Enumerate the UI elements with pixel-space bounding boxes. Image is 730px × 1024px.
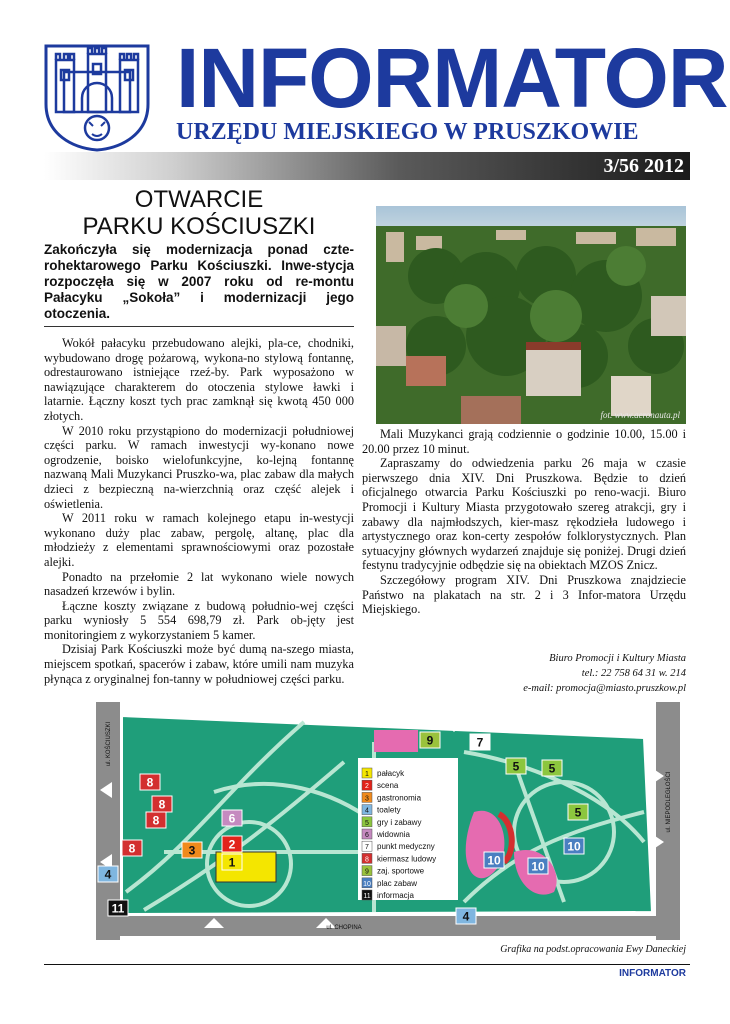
legend-number: 6 (365, 832, 369, 839)
legend-label: pałacyk (377, 769, 405, 778)
legend-label: zaj. sportowe (377, 866, 425, 876)
legend-number: 9 (365, 868, 369, 876)
map-marker-6 (222, 810, 242, 826)
svg-text:8: 8 (152, 813, 160, 828)
article-title (44, 186, 354, 240)
svg-text:1: 1 (228, 855, 236, 870)
map-legend (358, 758, 458, 900)
svg-text:11: 11 (111, 901, 125, 916)
svg-text:10: 10 (487, 853, 501, 868)
paragraph: Łączne koszty związane z budową południo-wej części parku wyniosły 5 554 698,79 zł. Park ob-jęty jest monitoringiem z wykorzystaniem 5 kamer. (44, 598, 354, 642)
svg-text:8: 8 (146, 775, 154, 790)
article-column-1 (44, 336, 354, 686)
map-marker-8 (140, 774, 160, 790)
contact-organization: Biuro Promocji i Kultury Miasta (549, 653, 686, 664)
svg-text:2: 2 (228, 837, 236, 852)
svg-text:8: 8 (158, 797, 166, 812)
paragraph: Dzisiaj Park Kościuszki może być dumą na-szego miasta, miejscem spotkań, spacerów i zabaw, które umili nam muzyka płynąca z oryginalnej fon-tanny w południowej części parku. (44, 642, 354, 686)
map-marker-10 (484, 852, 504, 868)
svg-text:5: 5 (548, 761, 556, 776)
legend-number: 7 (365, 844, 369, 852)
street-label-west: ul. KOŚCIUSZKI (106, 721, 112, 767)
article-column-2 (362, 427, 686, 617)
legend-number: 10 (363, 880, 371, 888)
map-marker-4 (456, 908, 476, 924)
paragraph: Szczegółowy program XIV. Dni Pruszkowa znajdziecie Państwo na plakatach na str. 2 i 3 Infor-matora Urzędu Miejskiego. (362, 572, 686, 617)
svg-text:9: 9 (426, 733, 434, 748)
article-title-line-2: PARKU KOŚCIUSZKI (82, 213, 316, 240)
svg-text:5: 5 (512, 759, 520, 774)
map-marker-8 (122, 840, 142, 856)
paragraph: Wokół pałacyku przebudowano alejki, pla-ce, chodniki, wybudowano drogę pożarową, wykona-no stylową fontannę, odrestaurowano istniejące rzeź-by. Park wyposażono w nawiązujące charakterem do otoczenia stylowe ławki i latarnie. Łączny koszt tych prac zamknął się kwotą 450 000 złotych. (44, 336, 354, 423)
contact-block (362, 651, 686, 696)
legend-label: plac zabaw (377, 878, 418, 888)
article-title-line-1: OTWARCIE (134, 186, 264, 213)
paragraph: Zapraszamy do odwiedzenia parku 26 maja w czasie pierwszego dnia XIV. Dni Pruszkowa. Będzie to dzień oficjalnego otwarcia Parku Kościuszki po reno-wacji. Biuro Promocji i Kultury Miasta przygotowało szereg atrakcji, gry i zabawy dla najmłodszych, kier-masz rękodzieła ludowego i artystycznego oraz kon-certy zespołów folklorystycznych. Plan sytuacyjny głównych wydarzeń znajduje się poniżej. Drugi dzień festynu tradycyjnie odbędzie się na obiektach MZOS Znicz. (362, 456, 686, 573)
lead-divider (44, 326, 354, 327)
legend-label: scena (377, 781, 399, 791)
footer-rule (44, 964, 690, 965)
contact-phone: tel.: 22 758 64 31 w. 214 (581, 668, 686, 679)
map-marker-7 (470, 734, 490, 750)
legend-number: 5 (365, 819, 369, 827)
map-marker-5 (568, 804, 588, 820)
paragraph: W 2010 roku przystąpiono do modernizacji południowej części parku. W ramach inwestycji wy-konano nowe ogrodzenie, boisko wielofunkcyjne, ko-lejną fontannę nazwaną Mali Muzykanci Pruszko-wa, plac zabaw dla małych dzieci z bezpieczną na-wierzchnią oraz część alejek i oświetlenia. (44, 423, 354, 511)
legend-label: widownia (377, 830, 410, 839)
street-south (96, 916, 680, 936)
legend-label: informacja (377, 891, 414, 900)
svg-text:4: 4 (462, 909, 470, 924)
legend-label: toalety (377, 805, 401, 815)
legend-label: gastronomia (377, 793, 422, 803)
contact-email[interactable]: e-mail: promocja@miasto.pruszkow.pl (523, 683, 686, 694)
legend-label: gry i zabawy (377, 817, 422, 827)
legend-label: punkt medyczny (377, 842, 435, 852)
legend-number: 8 (365, 856, 369, 864)
footer-label: INFORMATOR (619, 968, 686, 979)
legend-number: 4 (365, 807, 369, 815)
map-marker-9 (420, 732, 440, 748)
street-label-south: ul. CHOPINA (326, 925, 362, 931)
map-marker-10 (528, 858, 548, 874)
issue-bar (44, 152, 690, 180)
svg-text:10: 10 (567, 839, 581, 854)
aerial-photo-illustration (376, 206, 686, 424)
map-marker-4 (98, 866, 118, 882)
publication-subtitle: URZĘDU MIEJSKIEGO W PRUSZKOWIE (176, 119, 639, 145)
map-marker-8 (152, 796, 172, 812)
svg-text:6: 6 (228, 811, 236, 826)
map-marker-8 (146, 812, 166, 828)
publication-title: INFORMATOR (176, 31, 728, 125)
street-label-east: ul. NIEPODLEGŁOŚCI (666, 771, 672, 833)
svg-text:4: 4 (104, 867, 112, 882)
map-credit: Grafika na podst.opracowania Ewy Daneckiej (500, 944, 686, 955)
pink-area (374, 730, 418, 752)
svg-text:5: 5 (574, 805, 582, 820)
map-marker-1 (222, 854, 242, 870)
photo-credit: fot. www.aeronauta.pl (600, 410, 680, 420)
paragraph: Mali Muzykanci grają codziennie o godzinie 10.00, 15.00 i 20.00 przez 10 minut. (362, 427, 686, 456)
svg-text:8: 8 (128, 841, 136, 856)
article-lead: Zakończyła się modernizacja ponad czte-rohektarowego Parku Kościuszki. Inwe-stycja rozpoczęła się w 2007 roku od re-montu Pałacyku „Sokoła” i modernizacji jego otoczenia. (44, 242, 354, 321)
paragraph: W 2011 roku w ramach kolejnego etapu in-westycji wykonano duży plac zabaw, pergolę, altanę, plac dla młodzieży z elementami sprawnościowymi oraz pozostałe alejki. (44, 511, 354, 569)
aerial-park-photo (376, 206, 686, 424)
map-marker-2 (222, 836, 242, 852)
issue-number: 3/56 2012 (603, 155, 684, 177)
map-marker-5 (506, 758, 526, 774)
legend-label: kiermasz ludowy (377, 854, 437, 864)
map-marker-10 (564, 838, 584, 854)
map-marker-3 (182, 842, 202, 858)
legend-number: 11 (363, 893, 371, 900)
svg-text:3: 3 (188, 843, 196, 858)
svg-text:7: 7 (476, 735, 484, 750)
park-site-map (44, 702, 690, 940)
paragraph: Ponadto na przełomie 2 lat wykonano wiele nowych nasadzeń krzewów i bylin. (44, 569, 354, 599)
legend-number: 2 (365, 783, 369, 791)
city-crest-logo (42, 42, 152, 152)
map-marker-5 (542, 760, 562, 776)
svg-text:10: 10 (531, 859, 545, 874)
legend-number: 3 (365, 795, 369, 803)
map-marker-11 (108, 900, 128, 916)
legend-number: 1 (365, 771, 369, 778)
